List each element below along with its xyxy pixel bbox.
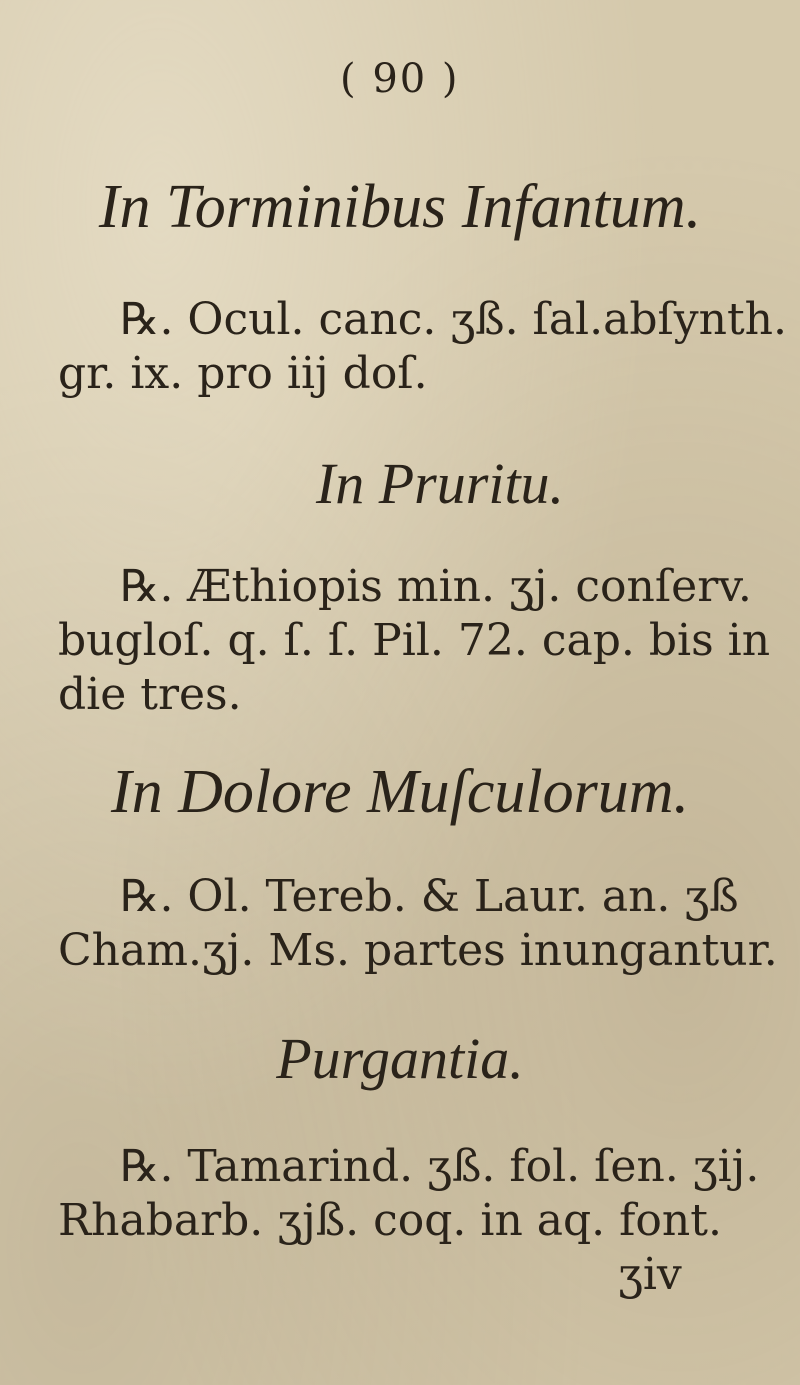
recipe-line: gr. ix. pro iij doſ. (58, 348, 428, 399)
recipe-line: ℞. Ol. Tereb. & Laur. an. ʒß (120, 871, 739, 922)
section-heading-musculorum: In Dolore Muſculorum. (110, 758, 689, 826)
recipe-line: bugloſ. q. ſ. ſ. Pil. 72. cap. bis in (58, 615, 771, 666)
recipe-torminibus (58, 293, 788, 401)
section-heading-pruritu: In Pruritu. (315, 451, 565, 516)
recipe-pruritu (58, 560, 778, 722)
section-heading-torminibus: In Torminibus Infantum. (98, 173, 702, 241)
recipe-line: ℞. Ocul. canc. ʒß. ſal.abſynth. (120, 294, 788, 345)
section-heading-purgantia: Purgantia. (276, 1026, 524, 1091)
recipe-line: Rhabarb. ʒjß. coq. in aq. font. (58, 1195, 722, 1246)
recipe-line: ℞. Tamarind. ʒß. fol. ſen. ʒij. (120, 1141, 760, 1192)
recipe-line: Cham.ʒj. Ms. partes inungantur. (58, 925, 778, 976)
recipe-purgantia (58, 1140, 778, 1302)
recipe-line: ʒiv (618, 1249, 682, 1300)
recipe-musculorum (58, 870, 778, 978)
recipe-line: die tres. (58, 669, 242, 720)
page-number: ( 90 ) (340, 56, 460, 102)
recipe-line: ℞. Æthiopis min. ʒj. conſerv. (120, 561, 752, 612)
